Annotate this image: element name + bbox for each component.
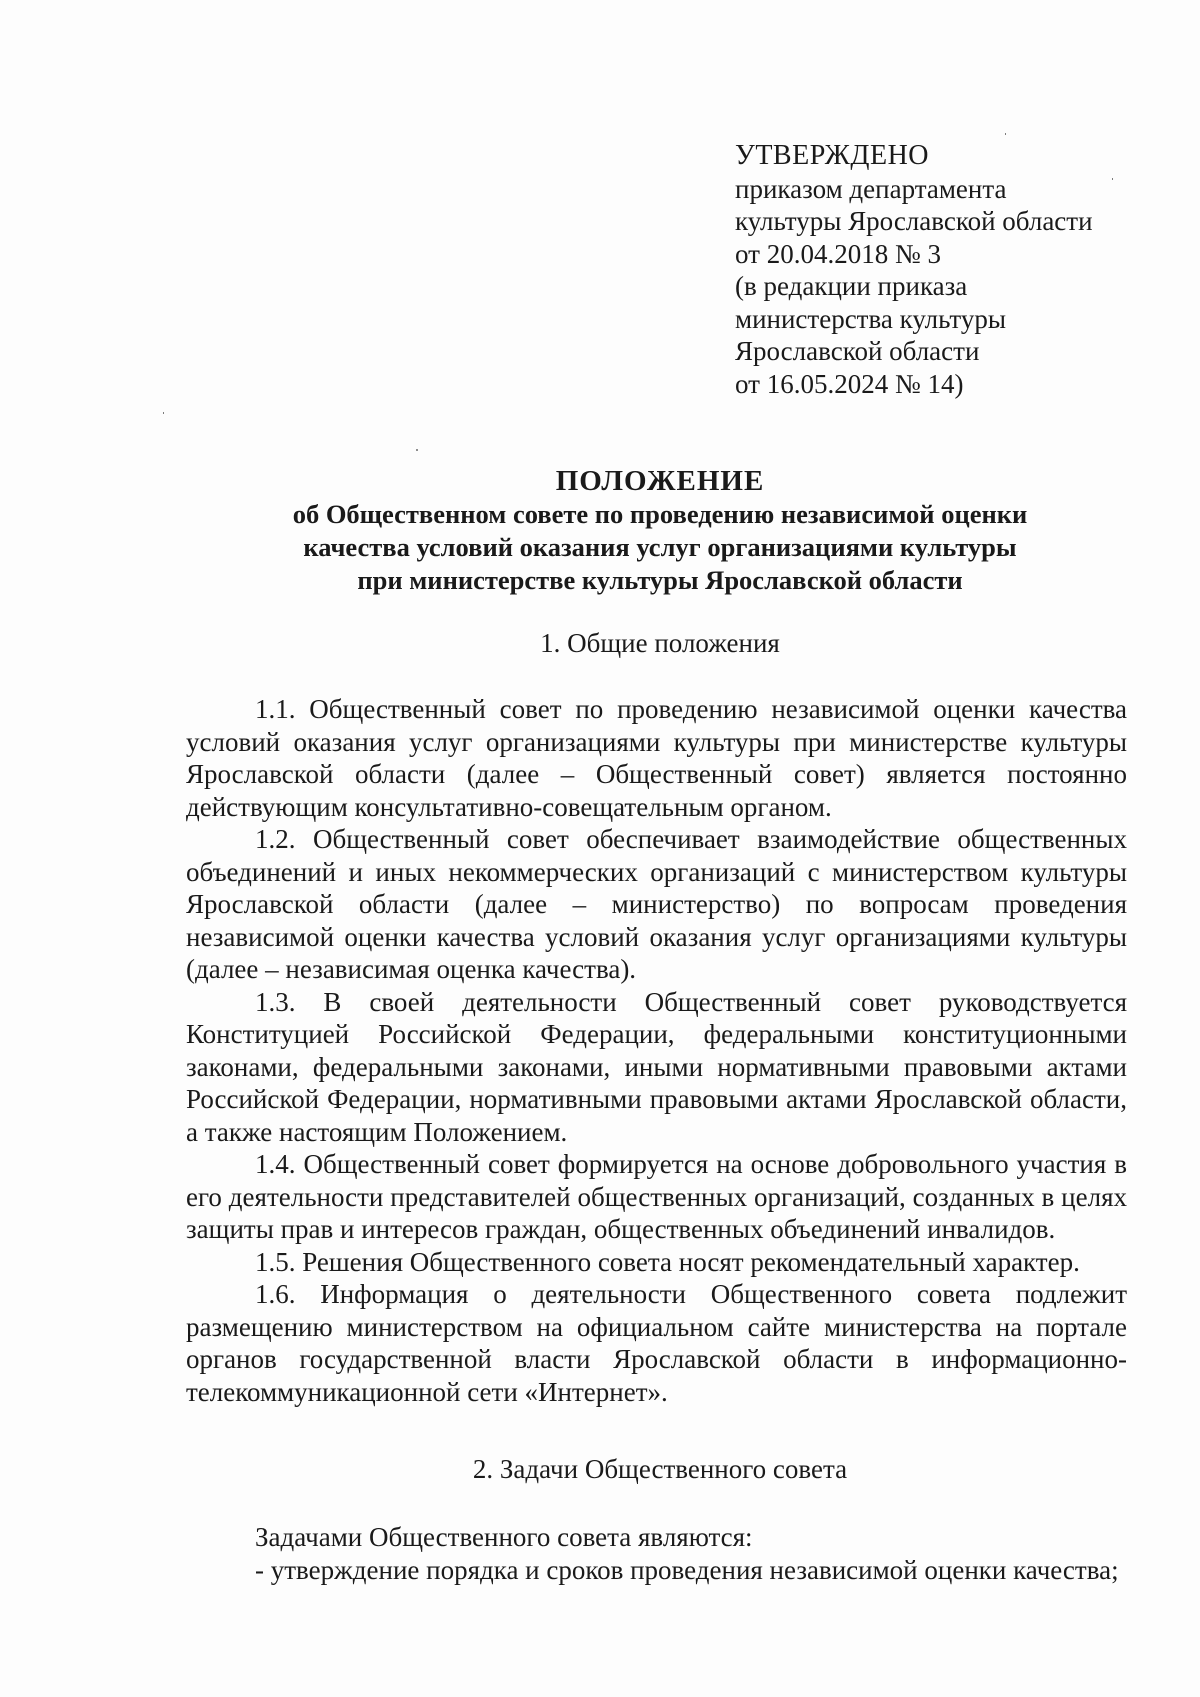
paragraph: 1.2. Общественный совет обеспечивает взаимодействие общественных объединений и иных некоммерческих организаций с министерством культуры Ярославской области (далее – министерство) по вопросам проведения независимой оценки качества условий оказания услуг организациями культуры (далее – независимая оценка качества). [186,824,1127,984]
approval-line: приказом департамента [735,173,1007,204]
paragraph: 1.3. В своей деятельности Общественный совет руководствуется Конституцией Российской Федерации, федеральными конституционными законами, федеральными законами, иными нормативными правовыми актами Российской Федерации, нормативными правовыми актами Ярославской области, а также настоящим Положением. [186,986,1127,1147]
scan-speck [1005,133,1006,135]
paragraph: 1.1. Общественный совет по проведению независимой оценки качества условий оказания услуг организациями культуры при министерстве культуры Ярославской области (далее – Общественный совет) является постоянно действующим консультативно-совещательным органом. [186,694,1127,822]
scan-speck [163,412,164,414]
list-item: - утверждение порядка и сроков проведения независимой оценки качества; [255,1554,1119,1585]
approval-line: министерства культуры [735,303,1007,334]
paragraph: 1.4. Общественный совет формируется на основе добровольного участия в его деятельности представителей общественных организаций, созданных в целях защиты прав и интересов граждан, общественных объединений инвалидов. [186,1149,1127,1244]
document-subtitle-line: об Общественном совете по проведению независимой оценки [292,499,1028,529]
document-subtitle-line: качества условий оказания услуг организациями культуры [303,532,1017,562]
document-subtitle-line: при министерстве культуры Ярославской области [357,565,963,595]
paragraph: 1.6. Информация о деятельности Общественного совета подлежит размещению министерством на официальном сайте министерства на портале органов государственной власти Ярославской области в информационно-телекоммуникационной сети «Интернет». [186,1279,1127,1407]
list-intro: Задачами Общественного совета являются: [255,1522,753,1552]
approval-line: Ярославской области [735,336,980,366]
section-body [186,1521,1127,1586]
section-heading: 2. Задачи Общественного совета [472,1454,848,1484]
section-heading: 1. Общие положения [540,628,780,658]
approval-line: (в редакции приказа [735,271,968,301]
approval-line: культуры Ярославской области [735,206,1093,236]
approval-block [735,140,1175,400]
approval-line: от 16.05.2024 № 14) [735,368,964,399]
section-body [186,693,1127,1408]
scan-speck [416,449,418,451]
document-title: ПОЛОЖЕНИЕ [555,465,765,497]
document-title-block [180,464,1140,597]
paragraph: 1.5. Решения Общественного совета носят рекомендательный характер. [255,1246,1080,1277]
approval-line: от 20.04.2018 № 3 [735,238,941,269]
approval-head: УТВЕРЖДЕНО [735,140,930,171]
